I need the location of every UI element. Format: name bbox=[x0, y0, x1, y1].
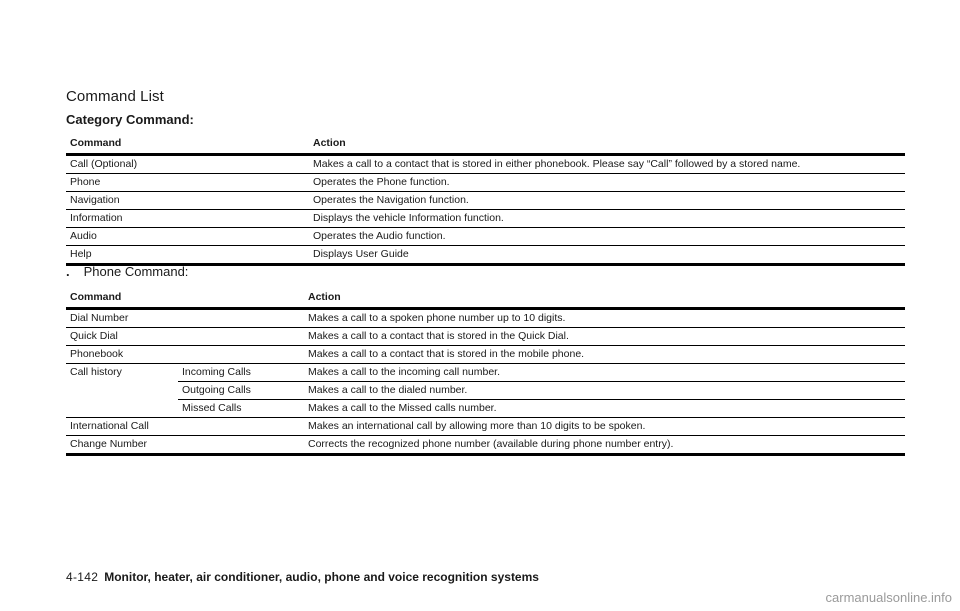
action-cell: Makes a call to the Missed calls number. bbox=[308, 402, 497, 414]
table-row bbox=[66, 246, 905, 265]
action-cell: Makes a call to the incoming call number. bbox=[308, 366, 501, 378]
action-cell: Makes a call to a spoken phone number up to 10 digits. bbox=[308, 312, 566, 324]
command-cell: Navigation bbox=[70, 194, 120, 206]
action-cell: Makes a call to a contact that is stored in the Quick Dial. bbox=[308, 330, 569, 342]
action-cell: Operates the Audio function. bbox=[313, 230, 446, 242]
phone-command-heading-text: Phone Command: bbox=[83, 264, 189, 279]
action-cell: Displays the vehicle Information function. bbox=[313, 212, 504, 224]
page-number: 4-142 bbox=[66, 570, 99, 584]
column-header-command: Command bbox=[70, 137, 122, 149]
table-row bbox=[66, 192, 905, 210]
command-cell: Information bbox=[70, 212, 123, 224]
command-cell: Audio bbox=[70, 230, 97, 242]
column-header-action: Action bbox=[313, 137, 346, 149]
table-header-row bbox=[66, 134, 905, 155]
chapter-title: Monitor, heater, air conditioner, audio, phone and voice recognition systems bbox=[104, 570, 539, 584]
action-cell: Corrects the recognized phone number (available during phone number entry). bbox=[308, 438, 674, 450]
action-cell: Makes a call to a contact that is stored in either phonebook. Please say “Call” followed by a stored name. bbox=[313, 158, 801, 170]
table-row bbox=[66, 228, 905, 246]
table-row bbox=[66, 436, 905, 455]
table-row bbox=[66, 400, 905, 418]
table-row bbox=[66, 210, 905, 228]
sub-command-cell: Incoming Calls bbox=[182, 366, 251, 378]
action-cell: Makes a call to the dialed number. bbox=[308, 384, 468, 396]
command-cell: Change Number bbox=[70, 438, 148, 450]
category-command-heading: Category Command: bbox=[66, 112, 194, 127]
phone-command-heading bbox=[66, 264, 188, 279]
action-cell: Makes a call to a contact that is stored in the mobile phone. bbox=[308, 348, 585, 360]
command-cell: Quick Dial bbox=[70, 330, 118, 342]
table-header-row bbox=[66, 288, 905, 309]
call-history-group-cell: Call history bbox=[66, 364, 178, 418]
action-cell: Displays User Guide bbox=[313, 248, 409, 260]
table-row bbox=[66, 364, 905, 382]
bullet-icon: . bbox=[66, 264, 70, 279]
section-title: Command List bbox=[66, 88, 164, 105]
column-header-command: Command bbox=[70, 291, 122, 303]
table-row bbox=[66, 346, 905, 364]
command-cell: Phone bbox=[70, 176, 101, 188]
action-cell: Operates the Phone function. bbox=[313, 176, 450, 188]
action-cell: Makes an international call by allowing more than 10 digits to be spoken. bbox=[308, 420, 646, 432]
sub-command-cell: Missed Calls bbox=[182, 402, 242, 414]
page-footer bbox=[66, 570, 539, 584]
command-cell: Help bbox=[70, 248, 92, 260]
command-cell: Dial Number bbox=[70, 312, 129, 324]
table-row bbox=[66, 382, 905, 400]
action-cell: Operates the Navigation function. bbox=[313, 194, 469, 206]
table-row bbox=[66, 174, 905, 192]
watermark: carmanualsonline.info bbox=[825, 590, 952, 605]
command-cell: Phonebook bbox=[70, 348, 124, 360]
table-row bbox=[66, 309, 905, 328]
column-header-action: Action bbox=[308, 291, 341, 303]
category-command-table bbox=[66, 134, 905, 266]
table-row bbox=[66, 328, 905, 346]
command-cell: Call (Optional) bbox=[70, 158, 138, 170]
sub-command-cell: Outgoing Calls bbox=[182, 384, 251, 396]
table-row bbox=[66, 155, 905, 174]
command-cell: International Call bbox=[70, 420, 149, 432]
table-row bbox=[66, 418, 905, 436]
phone-command-table bbox=[66, 288, 905, 456]
